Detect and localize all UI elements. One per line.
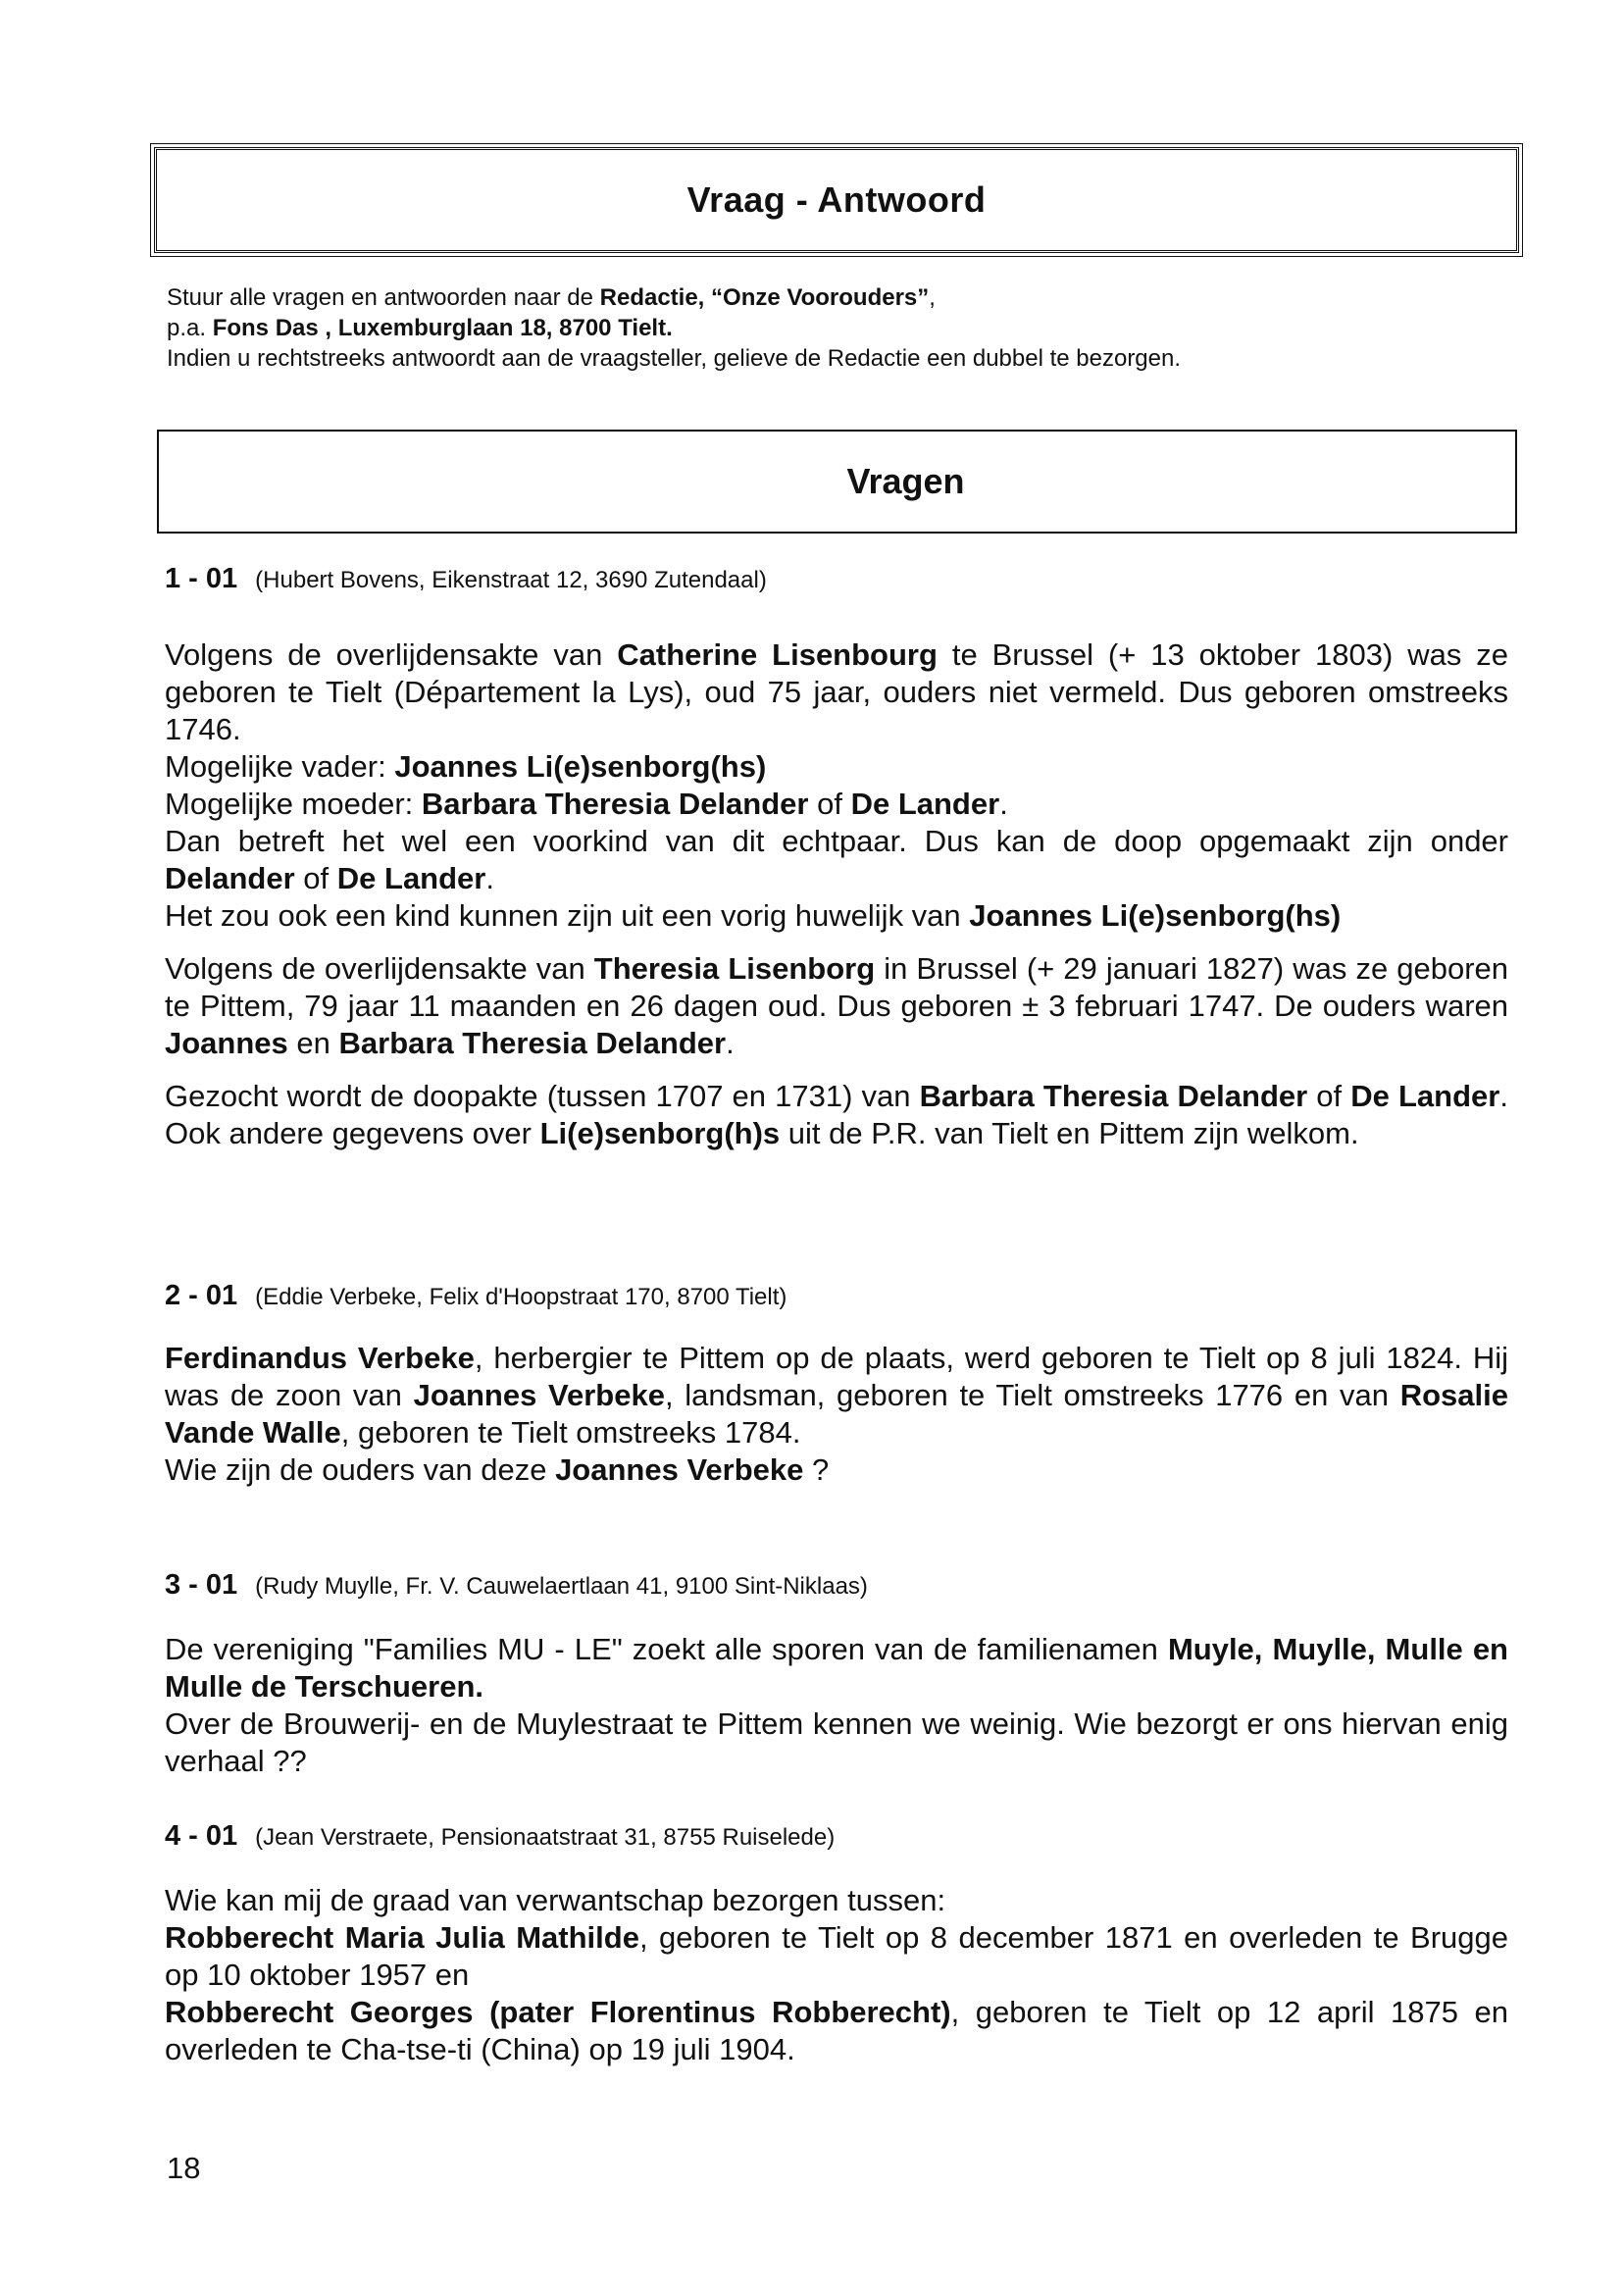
question-author: (Eddie Verbeke, Felix d'Hoopstraat 170, 8700 Tielt)	[255, 1284, 787, 1310]
question-body	[165, 1631, 1508, 1780]
question-number: 1 - 01	[165, 563, 238, 594]
paragraph: Over de Brouwerij- en de Muylestraat te Pittem kennen we weinig. Wie bezorgt er ons hiervan enig verhaal ??	[165, 1706, 1508, 1778]
question-body	[165, 636, 1508, 1152]
header-box	[154, 147, 1519, 253]
page-number: 18	[167, 2151, 201, 2185]
paragraph: De vereniging "Families MU - LE" zoekt alle sporen van de familienamen Muyle, Muylle, Mulle en Mulle de Terschueren.	[165, 1632, 1508, 1704]
question-header	[165, 1570, 1508, 1602]
question-author: (Jean Verstraete, Pensionaatstraat 31, 8755 Ruiselede)	[255, 1824, 836, 1851]
paragraph: Mogelijke vader: Joannes Li(e)senborg(hs)	[165, 749, 767, 784]
paragraph: Wie zijn de ouders van deze Joannes Verbeke ?	[165, 1452, 830, 1487]
question-3	[165, 1570, 1508, 1780]
paragraph: Ferdinandus Verbeke, herbergier te Pittem op de plaats, werd geboren te Tielt op 8 juli 1824. Hij was de zoon van Joannes Verbeke, landsman, geboren te Tielt omstreeks 1776 en van Rosalie Vande Walle, geboren te Tielt omstreeks 1784.	[165, 1341, 1508, 1450]
intro-line-3: Indien u rechtstreeks antwoordt aan de vraagsteller, gelieve de Redactie een dubbel te bezorgen.	[167, 345, 1182, 372]
paragraph: Volgens de overlijdensakte van Catherine Lisenbourg te Brussel (+ 13 oktober 1803) was ze geboren te Tielt (Département la Lys), oud 75 jaar, ouders niet vermeld. Dus geboren omstreeks 1746.	[165, 637, 1508, 746]
paragraph: Gezocht wordt de doopakte (tussen 1707 en 1731) van Barbara Theresia Delander of De Lander. Ook andere gegevens over Li(e)senborg(h)s uit de P.R. van Tielt en Pittem zijn welkom.	[165, 1079, 1508, 1150]
paragraph: Robberecht Georges (pater Florentinus Robberecht), geboren te Tielt op 12 april 1875 en overleden te Cha-tse-ti (China) op 19 juli 1904.	[165, 1995, 1508, 2066]
question-number: 4 - 01	[165, 1820, 238, 1852]
question-body	[165, 1882, 1508, 2068]
question-body	[165, 1340, 1508, 1489]
question-2	[165, 1281, 1508, 1489]
paragraph: Mogelijke moeder: Barbara Theresia Delander of De Lander.	[165, 787, 1008, 821]
question-header	[165, 1821, 1508, 1853]
section-title: Vragen	[846, 461, 965, 501]
paragraph: Dan betreft het wel een voorkind van dit echtpaar. Dus kan de doop opgemaakt zijn onder Delander of De Lander.	[165, 824, 1508, 895]
intro-line-2: p.a. Fons Das , Luxemburglaan 18, 8700 Tielt.	[167, 315, 673, 341]
question-number: 2 - 01	[165, 1280, 238, 1311]
intro-text	[167, 282, 1520, 374]
question-author: (Hubert Bovens, Eikenstraat 12, 3690 Zutendaal)	[255, 567, 767, 593]
page-title: Vraag - Antwoord	[686, 179, 987, 220]
paragraph: Wie kan mij de graad van verwantschap bezorgen tussen:	[165, 1883, 946, 1917]
question-author: (Rudy Muylle, Fr. V. Cauwelaertlaan 41, 9100 Sint-Niklaas)	[255, 1573, 868, 1600]
question-1	[165, 564, 1508, 1152]
section-box	[157, 430, 1517, 534]
question-header	[165, 564, 1508, 595]
paragraph: Robberecht Maria Julia Mathilde, geboren te Tielt op 8 december 1871 en overleden te Brugge op 10 oktober 1957 en	[165, 1920, 1508, 1992]
question-header	[165, 1281, 1508, 1312]
question-4	[165, 1821, 1508, 2068]
paragraph: Het zou ook een kind kunnen zijn uit een vorig huwelijk van Joannes Li(e)senborg(hs)	[165, 898, 1342, 933]
intro-line-1: Stuur alle vragen en antwoorden naar de Redactie, “Onze Voorouders”,	[167, 284, 936, 311]
question-number: 3 - 01	[165, 1569, 238, 1601]
paragraph: Volgens de overlijdensakte van Theresia Lisenborg in Brussel (+ 29 januari 1827) was ze geboren te Pittem, 79 jaar 11 maanden en 26 dagen oud. Dus geboren ± 3 februari 1747. De ouders waren Joannes en Barbara Theresia Delander.	[165, 951, 1509, 1060]
